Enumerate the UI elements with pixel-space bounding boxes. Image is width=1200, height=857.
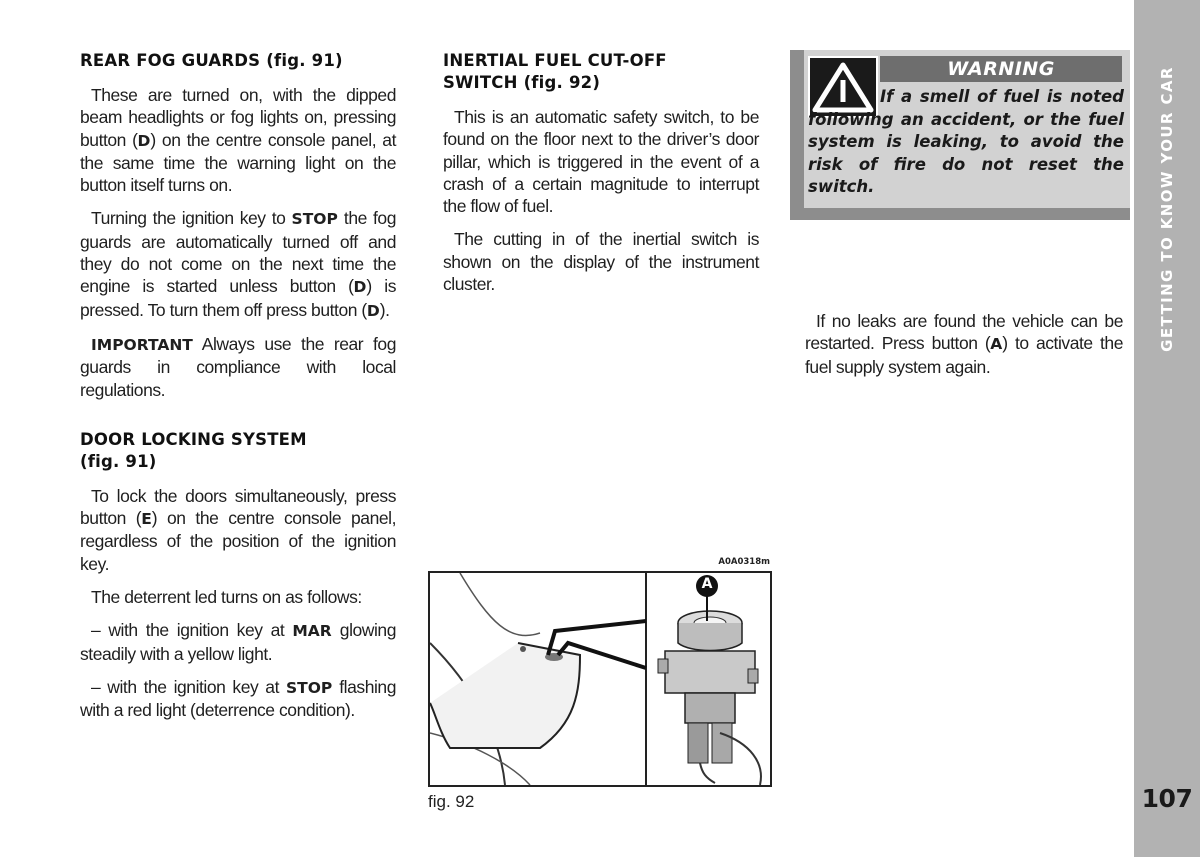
figure-code: A0A0318m bbox=[718, 557, 770, 567]
figure-92 bbox=[428, 571, 772, 787]
middle-column bbox=[443, 50, 759, 306]
label-a: A bbox=[701, 576, 713, 592]
page-number: 107 bbox=[1141, 784, 1193, 813]
right-column bbox=[805, 310, 1123, 389]
paragraph-fog-guards-stop: Turning the ignition key to STOP the fog guards are automatically turned off and they do not come on the next time the engine is started unless button (D) is pressed. To turn them off press button (D). bbox=[80, 208, 396, 320]
warning-panel bbox=[804, 50, 1130, 208]
heading-inertial-switch: INERTIAL FUEL CUT-OFF SWITCH (fig. 92) bbox=[443, 51, 667, 92]
paragraph-fog-guards-on: These are turned on, with the dipped beam headlights or fog lights on, pressing button (D) on the centre console panel, at the same time the warning light on the button itself turns on. bbox=[80, 85, 396, 196]
paragraph-lock-doors: To lock the doors simultaneously, press button (E) on the centre console panel, regardless of the position of the ignition key. bbox=[80, 485, 396, 574]
warning-text: If a smell of fuel is noted following an accident, or the fuel system is leaking, to avoid the risk of fire do not reset the switch. bbox=[808, 87, 1124, 197]
paragraph-stop: – with the ignition key at STOP flashing with a red light (deterrence condition). bbox=[80, 676, 396, 721]
inertial-switch-illustration bbox=[430, 573, 770, 785]
paragraph-mar: – with the ignition key at MAR glowing steadily with a yellow light. bbox=[80, 620, 396, 664]
paragraph-inertial-switch: This is an automatic safety switch, to be found on the floor next to the driver’s door pillar, which is triggered in the event of a crash of a certain magnitude to interrupt the flow of fuel. bbox=[443, 107, 759, 217]
heading-door-locking: DOOR LOCKING SYSTEM (fig. 91) bbox=[80, 429, 307, 471]
paragraph-inertial-display: The cutting in of the inertial switch is shown on the display of the instrument cluster. bbox=[443, 229, 759, 295]
warning-box bbox=[790, 50, 1130, 220]
figure-caption: fig. 92 bbox=[428, 792, 475, 811]
paragraph-restart: If no leaks are found the vehicle can be restarted. Press button (A) to activate the fuel supply system again. bbox=[805, 311, 1123, 377]
paragraph-important: IMPORTANT Always use the rear fog guards in compliance with local regulations. bbox=[80, 333, 396, 400]
chapter-title: GETTING TO KNOW YOUR CAR bbox=[1158, 66, 1176, 352]
heading-rear-fog-guards: REAR FOG GUARDS (fig. 91) bbox=[80, 51, 343, 70]
left-column bbox=[80, 50, 396, 733]
paragraph-deterrent-led: The deterrent led turns on as follows: bbox=[91, 587, 362, 608]
warning-title: WARNING bbox=[880, 56, 1122, 82]
